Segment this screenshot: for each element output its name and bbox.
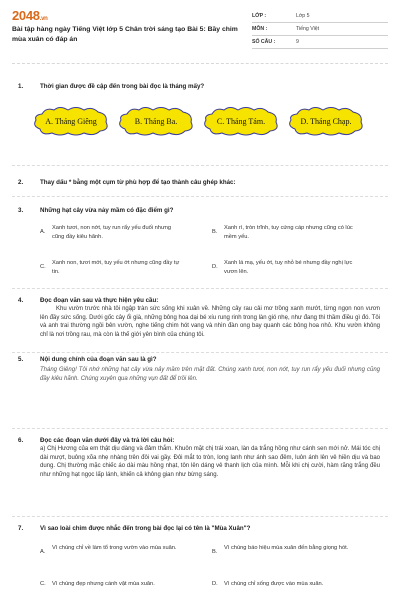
option-c[interactable]: C. Vì chúng đẹp nhưng cánh vật mùa xuân. bbox=[40, 581, 155, 587]
option-d[interactable]: D. Xanh lá mạ, yếu ớt, tuy nhỏ bé nhưng đầy nghị lực vươn lên. bbox=[212, 260, 353, 275]
header-divider bbox=[12, 63, 388, 64]
option-cloud-a[interactable]: A. Tháng Giêng bbox=[32, 106, 110, 136]
option-cloud-d[interactable]: D. Tháng Chạp. bbox=[287, 106, 365, 136]
option-a[interactable]: A. Xanh tươi, non nớt, tuy run rẩy yếu đuối nhưng cũng đầy kiêu hãnh. bbox=[40, 225, 172, 240]
divider bbox=[12, 428, 388, 429]
divider bbox=[12, 288, 388, 289]
option-d[interactable]: D. Vì chúng chỉ sống được vào mùa xuân. bbox=[212, 581, 324, 587]
option-b[interactable]: B. Vì chúng báo hiệu mùa xuân đến bằng giọng hót. bbox=[212, 545, 349, 555]
question-6-passage: a) Chị Hương của em thật dịu dàng và đảm thắm. Khuôn mặt chị trái xoan, làn da trắng hồng như cánh sen mới nở. Mái tóc chị dài mượt, buông xõa nhẹ nhàng trên đôi vai gầy. Đôi mắt to tròn, long lanh như ánh sao đêm, luôn ánh lên vẻ hiền dịu và bao dung. Chị thường mặc chiếc áo dài màu hồng nhạt, tôn lên dáng vẻ thanh lịch của mình. Mỗi khi chị cười, hàm răng trắng đều như những hạt ngọc lấp lánh, khiến cả không gian như bừng sáng. bbox=[40, 446, 380, 478]
option-b[interactable]: B. Xanh rì, tròn trĩnh, tuy cứng cáp nhưng cũng có lúc mềm yếu. bbox=[212, 225, 353, 240]
page-title: Bài tập hàng ngày Tiếng Việt lớp 5 Chân trời sáng tạo Bài 5: Bầy chim mùa xuân có đáp án bbox=[12, 26, 238, 43]
option-cloud-b[interactable]: B. Tháng Ba. bbox=[117, 106, 195, 136]
meta-row-subject: MÔN : Tiếng Việt bbox=[252, 23, 388, 36]
divider bbox=[12, 165, 388, 166]
site-logo[interactable]: 2048.vn bbox=[12, 8, 48, 23]
meta-row-count: SỐ CÂU : 9 bbox=[252, 36, 388, 49]
divider bbox=[12, 196, 388, 197]
divider bbox=[12, 352, 388, 353]
meta-panel bbox=[252, 10, 388, 49]
question-4-passage: Khu vườn trước nhà tôi ngập tràn sức sống khi xuân về. Những cây rau cải mơ trồng xanh mướt, từng ngọn non vươn lên đầy sức sống. Dưới gốc cây ổi già, những bông hoa dại bé xíu rung rinh trong làn gió nhẹ, như đang thì thầm điều gì đó. Tôi và anh trai thường ngồi bên vườn, nghe tiếng chim hót vang và nhìn đàn ong bay quanh các bông hoa nhỏ. Khu vườn không chỉ là nơi trồng rau, mà còn là thế giới yên bình của chúng tôi. bbox=[40, 306, 380, 338]
question-1-options bbox=[30, 106, 360, 142]
option-c[interactable]: C. Xanh non, tươi mới, tuy yếu ớt nhưng cũng đầy tự tin. bbox=[40, 260, 180, 275]
question-5-passage: Tháng Giêng! Tôi nhớ những hạt cây vừa nảy mầm trên mặt đất. Chúng xanh tươi, non nớt, tuy run rẩy yếu đuối nhưng cũng đầy kiêu hãnh. Chúng xuyên qua những vụn đất để trồi lên. bbox=[40, 367, 380, 382]
option-cloud-c[interactable]: C. Tháng Tám. bbox=[202, 106, 280, 136]
divider bbox=[12, 516, 388, 517]
option-a[interactable]: A. Vì chúng chỉ về làm tổ trong vườn vào mùa xuân. bbox=[40, 545, 177, 555]
quiz-page: 2048.vn Bài tập hàng ngày Tiếng Việt lớp 5 Chân trời sáng tạo Bài 5: Bầy chim mùa xuân có đáp án LỚP : Lớp 5 MÔN : Tiếng Việt SỐ CÂU : 9 1. Thời gian được đề cập đến trong bài đọc là tháng mấy? A. Tháng Giêng B. Tháng Ba. C. Tháng Tám. D. Tháng Chạp. 2. Thay dấu * bằng một cụm từ phù hợp để tạo thành câu ghép khác: 3. Những hạt cây vừa nảy mầm có đặc điểm gì? A. Xanh tươi, non nớt, tuy run rẩy yếu đuối nhưng cũng đầy kiêu hãnh. B. Xanh rì, tròn trĩnh, tuy cứng cáp nhưng cũng có lúc mềm yếu. C. Xanh non, tươi mới, tuy yếu ớt nhưng cũng đầy tự tin. D. Xanh lá mạ, yếu ớt, tuy nhỏ bé nhưng đầy nghị lực vươn lên. 4. Đọc đoạn văn sau và thực hiện yêu cầu: Khu vườn trước nhà tôi ngập tràn sức sống khi xuân về. Những cây rau cải mơ trồng xanh mướt, từng ngọn non vươn lên đầy sức sống. Dưới gốc cây ổi già, những bông hoa dại bé xíu rung rinh trong làn gió nhẹ, như đang thì thầm điều gì đó. Tôi và anh trai thường ngồi bên vườn, nghe tiếng chim hót vang và nhìn đàn ong bay quanh các bông hoa nhỏ. Khu vườn không chỉ là nơi trồng rau, mà còn là thế giới yên bình của chúng tôi. 5. Nội dung chính của đoạn văn sau là gì? Tháng Giêng! Tôi nhớ những hạt cây vừa nảy mầm trên mặt đất. Chúng xanh tươi, non nớt, tuy run rẩy yếu đuối nhưng cũng đầy kiêu hãnh. Chúng xuyên qua những vụn đất để trồi lên. 6. Đọc các đoạn văn dưới đây và trả lời câu hỏi: a) Chị Hương của em thật dịu dàng và đảm thắm. Khuôn mặt chị trái xoan, làn da trắng hồng như cánh sen mới nở. Mái tóc chị dài mượt, buông xõa nhẹ nhàng trên đôi vai gầy. Đôi mắt to tròn, long lanh như ánh sao đêm, luôn ánh lên vẻ hiền dịu và bao dung. Chị thường mặc chiếc áo dài màu hồng nhạt, tôn lên dáng vẻ thanh lịch của mình. Mỗi khi chị cười, hàm răng trắng đều như những hạt ngọc lấp lánh, khiến cả không gian như bừng sáng. 7. Vì sao loài chim được nhắc đến trong bài đọc lại có tên là "Mùa Xuân"? A. Vì chúng chỉ về làm tổ trong vườn vào mùa xuân. B. Vì chúng báo hiệu mùa xuân đến bằng giọng hót. C. Vì chúng đẹp nhưng cánh vật mùa xuân. D. Vì chúng chỉ sống được vào mùa xuân. bbox=[0, 0, 400, 600]
page-header bbox=[12, 8, 388, 58]
meta-row-grade: LỚP : Lớp 5 bbox=[252, 10, 388, 23]
